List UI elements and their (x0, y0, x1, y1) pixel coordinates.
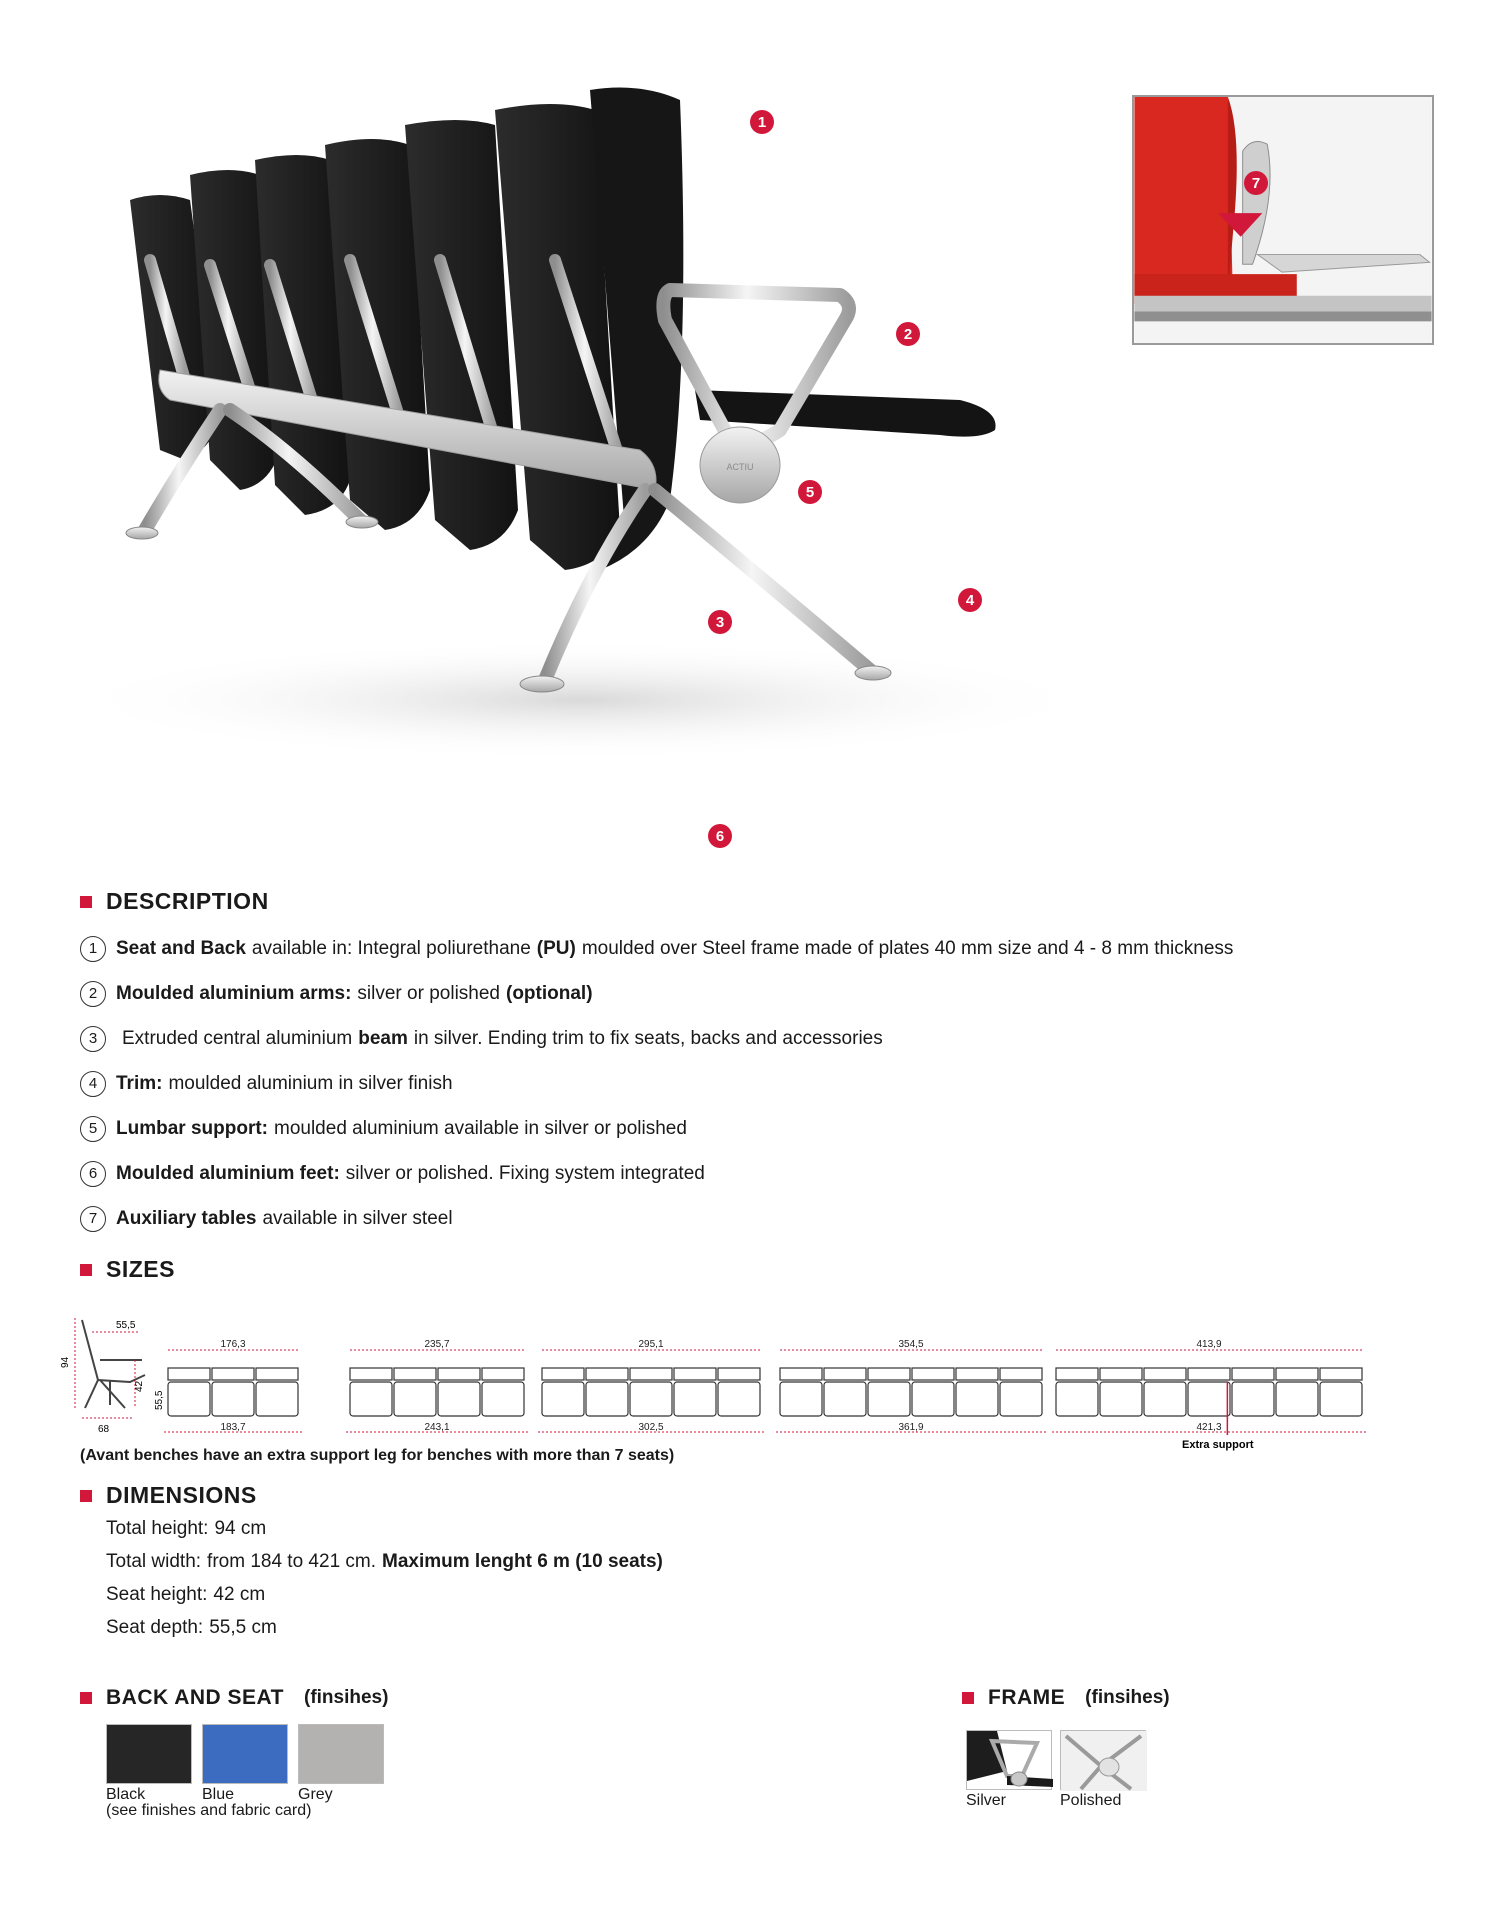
swatch-blue[interactable] (202, 1724, 288, 1784)
frame-polished-thumb[interactable] (1060, 1730, 1146, 1790)
item-bold: Seat and Back (116, 937, 246, 959)
description-list (80, 926, 1380, 1241)
bench-plans (164, 1339, 1366, 1435)
frame-polished-drawing (1061, 1731, 1147, 1791)
callout-3: 3 (708, 610, 732, 634)
bench-back (1000, 1368, 1042, 1380)
dimension-label: Total height: (106, 1517, 209, 1539)
sizes-diagram (60, 1290, 1390, 1460)
bench-seat (1232, 1382, 1274, 1416)
item-number: 6 (80, 1161, 106, 1187)
dimensions-list (106, 1512, 663, 1644)
bench-back (1100, 1368, 1142, 1380)
item-bold2: (PU) (536, 937, 576, 959)
bench-back (824, 1368, 866, 1380)
frame-label: Polished (1060, 1792, 1122, 1809)
callout-1: 1 (750, 110, 774, 134)
dimension-value: 94 cm (214, 1517, 267, 1539)
profile-foot: 68 (98, 1424, 110, 1435)
dimension-label: Seat height: (106, 1583, 208, 1605)
bench-drawing (100, 90, 1240, 890)
fabric-swatches (106, 1724, 384, 1784)
profile-depth: 55,5 (116, 1320, 136, 1331)
swatch-black[interactable] (106, 1724, 192, 1784)
frame-subtitle: (finsihes) (1085, 1687, 1170, 1708)
bench-seat (1276, 1382, 1318, 1416)
bench-back (912, 1368, 954, 1380)
heading-marker (80, 1490, 92, 1502)
frame-heading (962, 1686, 1170, 1710)
dimension-note: Maximum lenght 6 m (10 seats) (382, 1550, 663, 1572)
dimension-value: 55,5 cm (209, 1616, 277, 1638)
callout-7: 7 (1244, 171, 1268, 195)
description-item (80, 1016, 1380, 1061)
dimension-value: 42 cm (213, 1583, 266, 1605)
item-number: 7 (80, 1206, 106, 1232)
swatch-label: Blue (202, 1786, 235, 1803)
back-seat-subtitle: (finsihes) (304, 1687, 389, 1708)
bench-seat (780, 1382, 822, 1416)
dimension-row (106, 1578, 663, 1611)
bench-seat (824, 1382, 866, 1416)
bench-back (630, 1368, 672, 1380)
bench-back (956, 1368, 998, 1380)
item-bold: Moulded aluminium feet: (116, 1162, 340, 1184)
bench-seat (1320, 1382, 1362, 1416)
bench-seat (212, 1382, 254, 1416)
bench-back (1056, 1368, 1098, 1380)
bench-width-top: 295,1 (638, 1339, 664, 1350)
bench-seat (586, 1382, 628, 1416)
description-item (80, 1151, 1380, 1196)
item-bold: Moulded aluminium arms: (116, 982, 352, 1004)
bench-seat (1144, 1382, 1186, 1416)
bench-width-bottom: 361,9 (898, 1422, 924, 1433)
bench-seat (1000, 1382, 1042, 1416)
sizes-note: (Avant benches have an extra support leg for benches with more than 7 seats) (80, 1447, 675, 1464)
bench-seat (868, 1382, 910, 1416)
bench-seat (956, 1382, 998, 1416)
bench-seat (394, 1382, 436, 1416)
bench-illustration (100, 90, 1240, 890)
inset-drawing (1134, 97, 1432, 343)
bench-width-top: 413,9 (1196, 1339, 1222, 1350)
bench-seat (1188, 1382, 1230, 1416)
item-text: available in silver steel (262, 1207, 453, 1229)
seat-back-panels (130, 88, 683, 570)
heading-marker (80, 1264, 92, 1276)
sizes-svg (60, 1290, 1390, 1460)
dimension-value: from 184 to 421 cm. (207, 1550, 377, 1572)
bench-seat (630, 1382, 672, 1416)
item-text: silver or polished. Fixing system integrated (345, 1162, 705, 1184)
frame-title: FRAME (988, 1686, 1066, 1709)
bench-back (1232, 1368, 1274, 1380)
bench-back (1276, 1368, 1318, 1380)
bench-width-bottom: 421,3 (1196, 1422, 1222, 1433)
bench-width-top: 235,7 (424, 1339, 450, 1350)
bench-seat (350, 1382, 392, 1416)
bench-back (482, 1368, 524, 1380)
bench-back (438, 1368, 480, 1380)
frame-silver-drawing (967, 1731, 1053, 1791)
item-text2: moulded over Steel frame made of plates 40 mm size and 4 - 8 mm thickness (581, 937, 1234, 959)
heading-marker (80, 896, 92, 908)
bench-seat (1100, 1382, 1142, 1416)
extra-support-label: Extra support (1182, 1439, 1254, 1451)
bench-back (256, 1368, 298, 1380)
description-item (80, 971, 1380, 1016)
frame-label: Silver (966, 1792, 1007, 1809)
auxiliary-table-inset (1132, 95, 1434, 345)
bench-back (168, 1368, 210, 1380)
callout-5: 5 (798, 480, 822, 504)
dimensions-heading (80, 1482, 257, 1509)
item-text2: in silver. Ending trim to fix seats, backs and accessories (413, 1027, 883, 1049)
item-number: 4 (80, 1071, 106, 1097)
back-seat-heading (80, 1686, 388, 1710)
item-text: moulded aluminium in silver finish (168, 1072, 453, 1094)
heading-marker (962, 1692, 974, 1704)
item-bold: Auxiliary tables (116, 1207, 257, 1229)
description-item (80, 1106, 1380, 1151)
description-title: DESCRIPTION (106, 888, 269, 914)
item-text: silver or polished (357, 982, 500, 1004)
bench-back (1188, 1368, 1230, 1380)
item-number: 3 (80, 1026, 106, 1052)
dimension-label: Seat depth: (106, 1616, 204, 1638)
side-profile (60, 1318, 145, 1435)
bench-seat (438, 1382, 480, 1416)
bench-width-top: 176,3 (220, 1339, 246, 1350)
swatch-label: Black (106, 1786, 146, 1803)
item-bold2: beam (358, 1027, 408, 1049)
bench-width-bottom: 183,7 (220, 1422, 246, 1433)
heading-marker (80, 1692, 92, 1704)
frame-silver-thumb[interactable] (966, 1730, 1052, 1790)
bench-back (1320, 1368, 1362, 1380)
back-seat-title: BACK AND SEAT (106, 1686, 284, 1709)
bench-back (212, 1368, 254, 1380)
plan-depth: 55,5 (154, 1390, 165, 1410)
profile-height: 94 (60, 1356, 71, 1368)
callout-2: 2 (896, 322, 920, 346)
description-item (80, 1061, 1380, 1106)
bench-back (350, 1368, 392, 1380)
bench-back (586, 1368, 628, 1380)
item-number: 2 (80, 981, 106, 1007)
bench-seat (542, 1382, 584, 1416)
callout-4: 4 (958, 588, 982, 612)
description-item (80, 1196, 1380, 1241)
bench-width-top: 354,5 (898, 1339, 924, 1350)
trim-brand: ACTIU (726, 462, 754, 472)
bench-seat (912, 1382, 954, 1416)
dimensions-title: DIMENSIONS (106, 1482, 257, 1508)
fabric-card-note: (see finishes and fabric card) (106, 1802, 312, 1819)
bench-width-bottom: 302,5 (638, 1422, 664, 1433)
bench-back (394, 1368, 436, 1380)
item-bold: Lumbar support: (116, 1117, 268, 1139)
bench-seat (1056, 1382, 1098, 1416)
description-heading (80, 888, 269, 915)
item-text: moulded aluminium available in silver or polished (274, 1117, 687, 1139)
bench-back (1144, 1368, 1186, 1380)
item-number: 5 (80, 1116, 106, 1142)
description-item (80, 926, 1380, 971)
dimension-row (106, 1512, 663, 1545)
item-number: 1 (80, 936, 106, 962)
callout-6: 6 (708, 824, 732, 848)
bench-seat (482, 1382, 524, 1416)
profile-seat-height: 42 (134, 1380, 145, 1392)
bench-back (542, 1368, 584, 1380)
item-bold2: (optional) (506, 982, 593, 1004)
dimension-row (106, 1545, 663, 1578)
swatch-grey[interactable] (298, 1724, 384, 1784)
bench-seat (168, 1382, 210, 1416)
item-text: Extruded central aluminium (122, 1027, 353, 1049)
bench-back (868, 1368, 910, 1380)
bench-back (780, 1368, 822, 1380)
item-text: available in: Integral poliurethane (251, 937, 531, 959)
dimension-row (106, 1611, 663, 1644)
swatch-label: Grey (298, 1786, 333, 1803)
bench-back (718, 1368, 760, 1380)
bench-seat (718, 1382, 760, 1416)
bench-seat (256, 1382, 298, 1416)
bench-seat (674, 1382, 716, 1416)
item-bold: Trim: (116, 1072, 163, 1094)
bench-back (674, 1368, 716, 1380)
dimension-label: Total width: (106, 1550, 202, 1572)
sizes-title: SIZES (106, 1256, 175, 1282)
floor-shadow (60, 640, 1100, 760)
sizes-heading (80, 1256, 175, 1283)
bench-width-bottom: 243,1 (424, 1422, 450, 1433)
